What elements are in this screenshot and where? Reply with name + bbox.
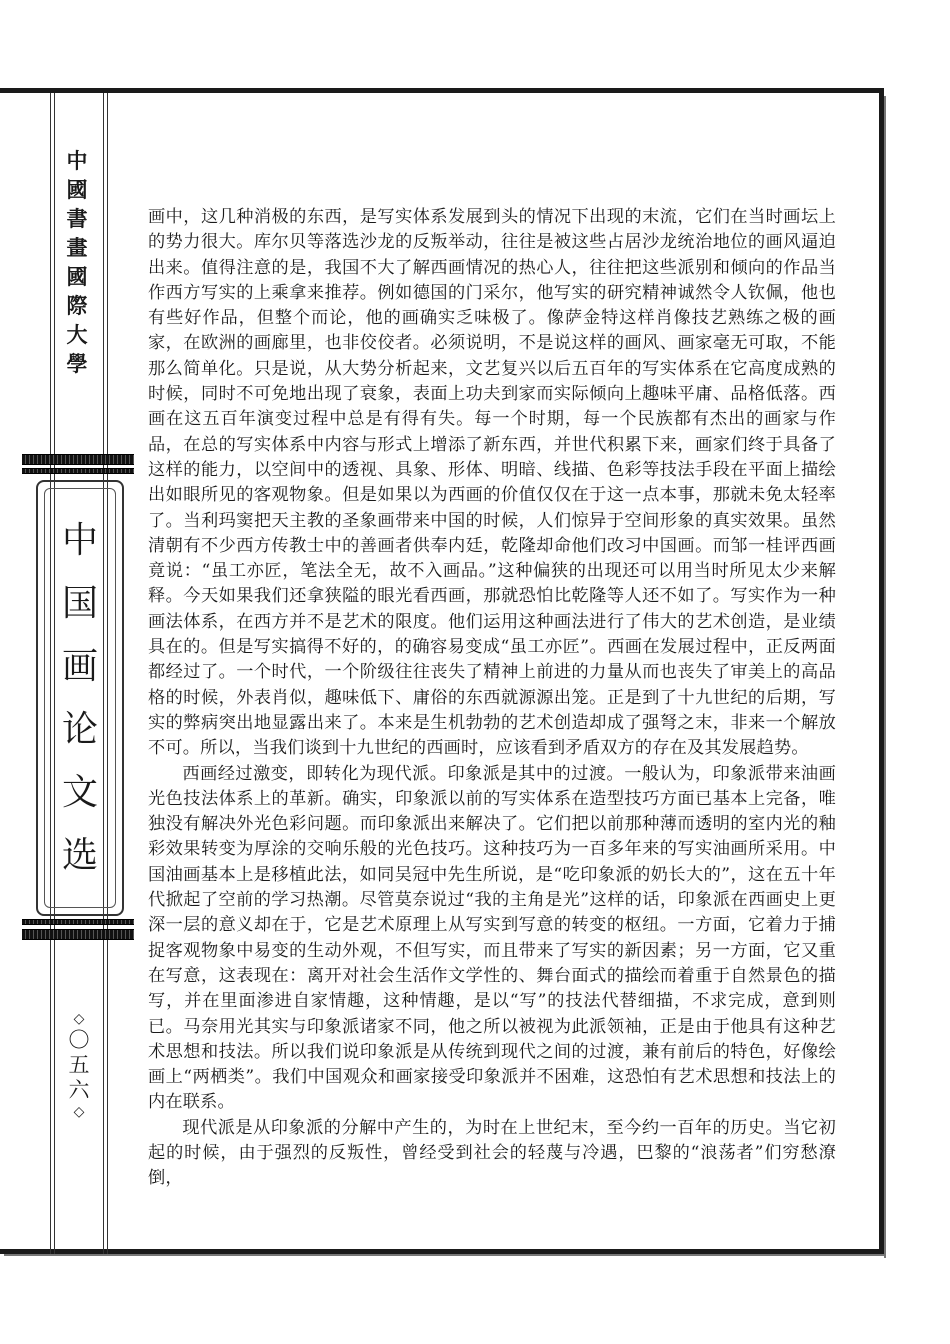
- paragraph: 西画经过激变，即转化为现代派。印象派是其中的过渡。一般认为，印象派带来油画光色技法体系上的革新。确实，印象派以前的写实体系在造型技巧方面已基本上完备，唯独没有解决外光色彩问题。而印象派出来解决了。它们把以前那种薄而透明的室内光的釉彩效果转变为厚涂的交响乐般的光色技巧。这种技巧为一百多年来的写实油画所采用。中国油画基本上是移植此法，如同吴冠中先生所说，是“吃印象派的奶长大的”，这在五十年代掀起了空前的学习热潮。尽管莫奈说过“我的主角是光”这样的话，印象派在西画史上更深一层的意义却在于，它是艺术原理上从写实到写意的转变的枢纽。一方面，它着力于捕捉客观物象中易变的生动外观，不但写实，而且带来了写实的新因素；另一方面，它又重在写意，这表现在：离开对社会生活作文学性的、舞台面式的描绘而着重于自然景色的描写，并在里面渗进自家情趣，这种情趣，是以“写”的技法代替细描，不求完成，意到则已。马奈用光其实与印象派诸家不同，他之所以被视为此派领袖，正是由于他具有这种艺术思想和技法。所以我们说印象派是从传统到现代之间的过渡，兼有前后的特色，好像绘画上“两栖类”。我们中国观众和画家接受印象派并不困难，这恐怕有艺术思想和技法上的内在联系。: [148, 763, 836, 1113]
- page-number-digit: 六: [68, 1078, 90, 1102]
- book-title-char: 选: [61, 834, 98, 876]
- series-title-char: 中: [66, 148, 88, 173]
- series-title-char: 學: [66, 351, 88, 376]
- page-number-digit: 〇: [68, 1028, 90, 1052]
- series-title-char: 畫: [66, 235, 88, 260]
- series-title: [62, 146, 92, 378]
- series-title-char: 國: [66, 264, 88, 289]
- page-number-digit: 五: [68, 1053, 90, 1077]
- page-frame-shadow-bottom: [4, 1254, 886, 1256]
- book-title-char: 国: [61, 582, 98, 624]
- book-title-char: 论: [61, 708, 98, 750]
- book-title-char: 画: [61, 645, 98, 687]
- plaque-bar-bottom: [22, 929, 134, 940]
- plaque-panel: [36, 480, 124, 916]
- body-text: [148, 205, 836, 1192]
- diamond-ornament-icon: ◇: [73, 1104, 85, 1120]
- plaque-bar-top: [22, 454, 134, 465]
- plaque-bar-top-thin: [22, 468, 134, 474]
- page-number: [60, 1010, 98, 1121]
- diamond-ornament-icon: ◇: [73, 1011, 85, 1027]
- book-title-char: 中: [61, 519, 98, 561]
- plaque-bar-bottom-thin: [22, 919, 134, 925]
- book-title: [44, 488, 116, 908]
- page-frame-top: [0, 88, 884, 93]
- page-frame-shadow-right: [884, 96, 886, 1258]
- paragraph: 现代派是从印象派的分解中产生的，为时在上世纪末，至今约一百年的历史。当它初起的时候，由于强烈的反叛性，曾经受到社会的轻蔑与冷遇，巴黎的“浪荡者”们穷愁潦倒，: [148, 1117, 836, 1189]
- book-title-char: 文: [61, 771, 98, 813]
- series-title-char: 大: [66, 322, 88, 347]
- series-title-char: 國: [66, 177, 88, 202]
- paragraph: 画中，这几种消极的东西，是写实体系发展到头的情况下出现的末流，它们在当时画坛上的势力很大。库尔贝等落选沙龙的反叛举动，往往是被这些占居沙龙统治地位的画风逼迫出来。值得注意的是，我国不大了解西画情况的热心人，往往把这些派别和倾向的作品当作西方写实的上乘拿来推荐。例如德国的门采尔，他写实的研究精神诚然令人钦佩，他也有些好作品，但整个而论，他的画确实乏味极了。像萨金特这样肖像技艺熟练之极的画家，在欧洲的画廊里，也非佼佼者。必须说明，不是说这样的画风、画家毫无可取，不能那么简单化。只是说，从大势分析起来，文艺复兴以后五百年的写实体系在它高度成熟的时候，同时不可免地出现了衰象，表面上功夫到家而实际倾向上趣味平庸、品格低落。西画在这五百年演变过程中总是有得有失。每一个时期，每一个民族都有杰出的画家与作品，在总的写实体系中内容与形式上增添了新东西，并世代积累下来，画家们终于具备了这样的能力，以空间中的透视、具象、形体、明暗、线描、色彩等技法手段在平面上描绘出如眼所见的客观物象。但是如果以为西画的价值仅仅在于这一点本事，那就未免太轻率了。当利玛窦把天主教的圣象画带来中国的时候，人们惊异于空间形象的真实效果。虽然清朝有不少西方传教士中的善画者供奉内廷，乾隆却命他们改习中国画。而邹一桂评西画竟说：“虽工亦匠，笔法全无，故不入画品。”这种偏狭的出现还可以用当时所见太少来解释。今天如果我们还拿狭隘的眼光看西画，那就恐怕比乾隆等人还不如了。写实作为一种画法体系，在西方并不是艺术的限度。他们运用这种画法进行了伟大的艺术创造，是业绩具在的。但是写实搞得不好的，的确容易变成“虽工亦匠”。西画在发展过程中，正反两面都经过了。一个时代，一个阶级往往丧失了精神上前进的力量从而也丧失了审美上的高品格的时候，外表肖似，趣味低下、庸俗的东西就源源出笼。正是到了十九世纪的后期，写实的弊病突出地显露出来了。本来是生机勃勃的艺术创造却成了强弩之末，非来一个解放不可。所以，当我们谈到十九世纪的西画时，应该看到矛盾双方的存在及其发展趋势。: [148, 207, 836, 759]
- book-title-plaque: [22, 446, 134, 950]
- series-title-char: 書: [66, 206, 88, 231]
- series-title-char: 際: [66, 293, 88, 318]
